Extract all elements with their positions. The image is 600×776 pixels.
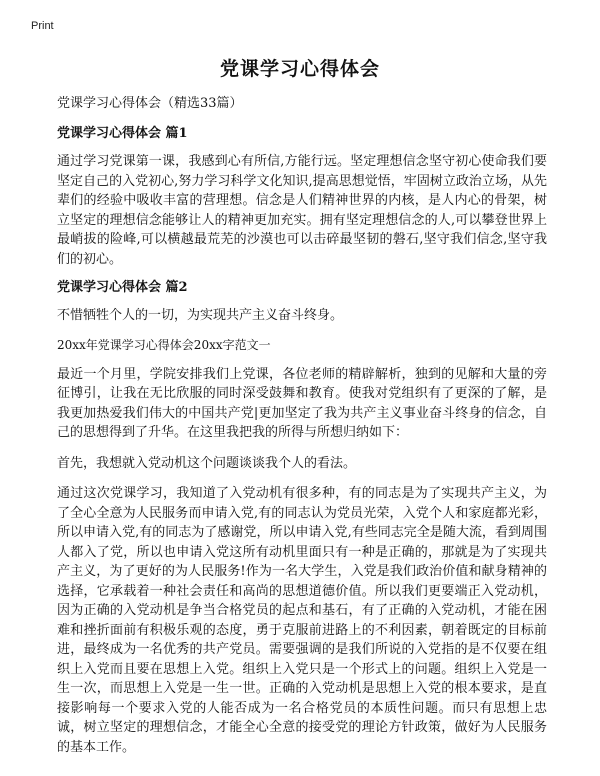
section-2-paragraph-3: 最近一个月里，学院安排我们上党课，各位老师的精辟解析，独到的见解和大量的旁征博引，让我在无比欣服的同时深受鼓舞和教育。使我对党组织有了更深的了解，是我更加热爱我们伟大的中国共产党|更加坚定了我为共产主义事业奋斗终身的信念，自己的思想得到了升华。在这里我把我的所得与所想归纳如下：	[57, 366, 547, 440]
section-1-paragraph-1: 通过学习党课第一课，我感到心有所信,方能行远。坚定理想信念坚守初心使命我们要坚定自己的入党初心,努力学习科学文化知识,提高思想觉悟，牢固树立政治立场，从先辈们的经验中吸收丰富的营理想。信念是人们精神世界的内核，是人内心的骨架，树立坚定的理想信念能够让人的精神更加充实。拥有坚定理想信念的人,可以攀登世界上最峭拔的险峰,可以横越最荒芜的沙漠也可以击碎最坚韧的磐石,坚守我们信念,坚守我们的初心。	[57, 154, 547, 267]
section-2-paragraph-1: 不惜牺牲个人的一切，为实现共产主义奋斗终身。	[57, 308, 344, 323]
section-heading-2: 党课学习心得体会 篇2	[57, 280, 188, 295]
page-title: 党课学习心得体会	[219, 58, 380, 80]
print-link[interactable]: Print	[31, 20, 54, 32]
document-body	[57, 96, 547, 768]
section-2-paragraph-2: 20xx年党课学习心得体会20xx字范文一	[57, 337, 271, 352]
section-2-paragraph-5: 通过这次党课学习，我知道了入党动机有很多种，有的同志是为了实现共产主义，为了全心全意为人民服务而申请入党,有的同志认为党员光荣，入党个人和家庭都光彩，所以申请入党,有的同志为了感谢党，所以申请入党,有些同志完全是随大流，看到周围人都入了党，所以也申请入党这所有动机里面只有一种是正确的，那就是为了实现共产主义，为了更好的为人民服务!作为一名大学生，入党是我们政治价值和献身精神的选择，它承载着一种社会责任和高尚的思想道德价值。所以我们更要端正入党动机，因为正确的入党动机是争当合格党员的起点和基石，有了正确的入党动机，才能在困难和挫折面前有积极乐观的态度，勇于克服前进路上的不利因素，朝着既定的目标前进，最终成为一名优秀的共产党员。需要强调的是我们所说的入党指的是不仅要在组织上入党而且要在思想上入党。组织上入党只是一个形式上的问题。组织上入党是一生一次，而思想上入党是一生一世。正确的入党动机是思想上入党的根本要求，是直接影响每一个要求入党的人能否成为一名合格党员的本质性问题。而只有思想上忠诚，树立坚定的理想信念，才能全心全意的接受党的理论方针政策，做好为人民服务的基本工作。	[57, 486, 547, 755]
section-2-paragraph-4: 首先，我想就入党动机这个问题谈谈我个人的看法。	[57, 455, 357, 471]
document-subtitle: 党课学习心得体会（精选33篇）	[57, 96, 243, 111]
section-heading-1: 党课学习心得体会 篇1	[57, 126, 188, 141]
